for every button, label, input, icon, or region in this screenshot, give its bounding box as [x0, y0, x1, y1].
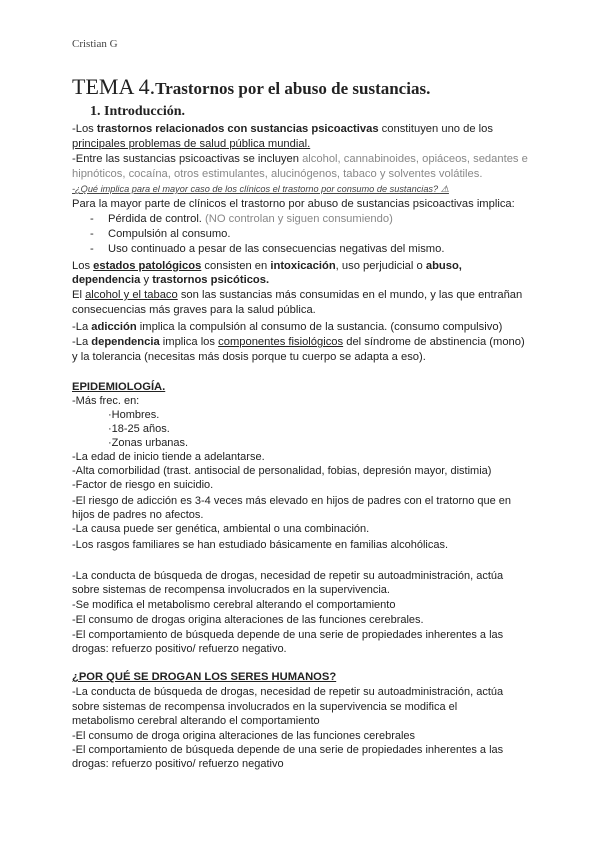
intro-p1-line1 [72, 122, 493, 136]
emphasis: dependencia [72, 274, 141, 286]
text: -Los [72, 123, 97, 135]
bullet-item [108, 212, 393, 226]
emphasis: adicción [91, 321, 137, 333]
bullet-item: Compulsión al consumo. [108, 228, 231, 240]
title-tema: TEMA 4. [72, 74, 156, 99]
underlined-text: componentes fisiológicos [218, 336, 344, 348]
epi-line: -Los rasgos familiares se han estudiado básicamente en familias alcohólicas. [72, 539, 449, 551]
text: consisten en [201, 260, 271, 272]
page-title [72, 74, 430, 100]
emphasis: trastornos psicóticos. [152, 274, 270, 286]
intro-p2-line1 [72, 152, 528, 166]
dependencia-line1 [72, 335, 525, 349]
author-header: Cristian G [72, 38, 118, 50]
epi-line: -Alta comorbilidad (trast. antisocial de personalidad, fobias, depresión mayor, distimia) [72, 465, 492, 477]
intro-question: -¿Qué implica para el mayor caso de los clínicos el trastorno por consumo de sustancias? ⚠ [72, 184, 449, 194]
epi-line: -Se modifica el metabolismo cerebral alterando el comportamiento [72, 599, 396, 611]
text: implica los [159, 336, 219, 348]
text: del síndrome de abstinencia (mono) [343, 336, 525, 348]
epi-line: -La edad de inicio tiende a adelantarse. [72, 451, 265, 463]
section-heading-intro: 1. Introducción. [90, 104, 186, 119]
epi-line: -El comportamiento de búsqueda depende de una serie de propiedades inherentes a las [72, 629, 504, 641]
epi-line: ·18-25 años. [108, 423, 170, 435]
text: Los [72, 260, 94, 272]
emphasis: abuso, [425, 260, 462, 272]
porque-line: -El comportamiento de búsqueda depende de una serie de propiedades inherentes a las [72, 744, 504, 756]
epi-line: ·Zonas urbanas. [108, 437, 189, 449]
porque-line: metabolismo cerebral alterando el comportamiento [72, 715, 320, 727]
text: constituyen uno de los [378, 123, 493, 135]
bullet-dash: - [90, 228, 94, 240]
text: y [140, 274, 153, 286]
emphasis: trastornos relacionados con sustancias psicoactivas [96, 123, 379, 135]
text: son las sustancias más consumidas en el mundo, y las que entrañan [177, 289, 523, 301]
note: (NO controlan y siguen consumiendo) [205, 213, 393, 225]
estados-line1 [72, 259, 462, 273]
porque-line: -La conducta de búsqueda de drogas, necesidad de repetir su autoadministración, actúa [72, 686, 504, 698]
text: -La [72, 336, 92, 348]
text: implica la compulsión al consumo de la sustancia. (consumo compulsivo) [136, 321, 503, 333]
title-rest: Trastornos por el abuso de sustancias. [155, 79, 431, 98]
section-heading-porque: ¿POR QUÉ SE DROGAN LOS SERES HUMANOS? [72, 671, 337, 683]
emphasis: estados patológicos [93, 260, 202, 272]
bullet-dash: - [90, 243, 94, 255]
bullet-item: Uso continuado a pesar de las consecuencias negativas del mismo. [108, 243, 445, 255]
intro-p2-line2: hipnóticos, cocaína, otros estimulantes, alucinógenos, tabaco y solventes volátiles. [72, 168, 483, 180]
dependencia-line2: y la tolerancia (necesitas más dosis porque tu cuerpo se adapta a eso). [72, 351, 426, 363]
adiccion-line [72, 320, 502, 334]
porque-line: drogas: refuerzo positivo/ refuerzo negativo [72, 758, 284, 770]
epi-line: -La causa puede ser genética, ambiental o una combinación. [72, 523, 370, 535]
text: -Entre las sustancias psicoactivas se incluyen [72, 153, 303, 165]
epi-line: -El consumo de drogas origina alteraciones de las funciones cerebrales. [72, 614, 424, 626]
epi-line: drogas: refuerzo positivo/ refuerzo negativo. [72, 643, 287, 655]
porque-line: sobre sistemas de recompensa involucrados en la supervivencia se modifica el [72, 701, 458, 713]
epi-line: -El riesgo de adicción es 3-4 veces más elevado en hijos de padres con el tratorno que en [72, 495, 512, 507]
emphasis: dependencia [91, 336, 160, 348]
bullet-dash: - [90, 213, 94, 225]
alcohol-line1 [72, 288, 522, 302]
text: -La [72, 321, 92, 333]
intro-implies: Para la mayor parte de clínicos el trastorno por abuso de sustancias psicoactivas implica: [72, 198, 515, 210]
text: Pérdida de control. [108, 213, 206, 225]
epi-line: sobre sistemas de recompensa involucrados en la supervivencia. [72, 584, 390, 596]
section-heading-epidemiologia: EPIDEMIOLOGÍA. [72, 381, 166, 393]
underlined-text: alcohol y el tabaco [85, 289, 178, 301]
epi-line: ·Hombres. [108, 409, 160, 421]
epi-line: -Más frec. en: [72, 395, 140, 407]
alcohol-line2: consecuencias más graves para la salud pública. [72, 304, 316, 316]
epi-line: -La conducta de búsqueda de drogas, necesidad de repetir su autoadministración, actúa [72, 570, 504, 582]
porque-line: -El consumo de droga origina alteraciones de las funciones cerebrales [72, 730, 416, 742]
emphasis: intoxicación [270, 260, 336, 272]
intro-p1-line2: principales problemas de salud pública mundial. [72, 138, 311, 150]
substances-list: alcohol, cannabinoides, opiáceos, sedantes e [302, 153, 528, 165]
epi-line: hijos de padres no afectos. [72, 509, 204, 521]
estados-line2 [72, 273, 269, 287]
epi-line: -Factor de riesgo en suicidio. [72, 479, 214, 491]
text: , uso perjudicial o [335, 260, 426, 272]
text: El [72, 289, 86, 301]
